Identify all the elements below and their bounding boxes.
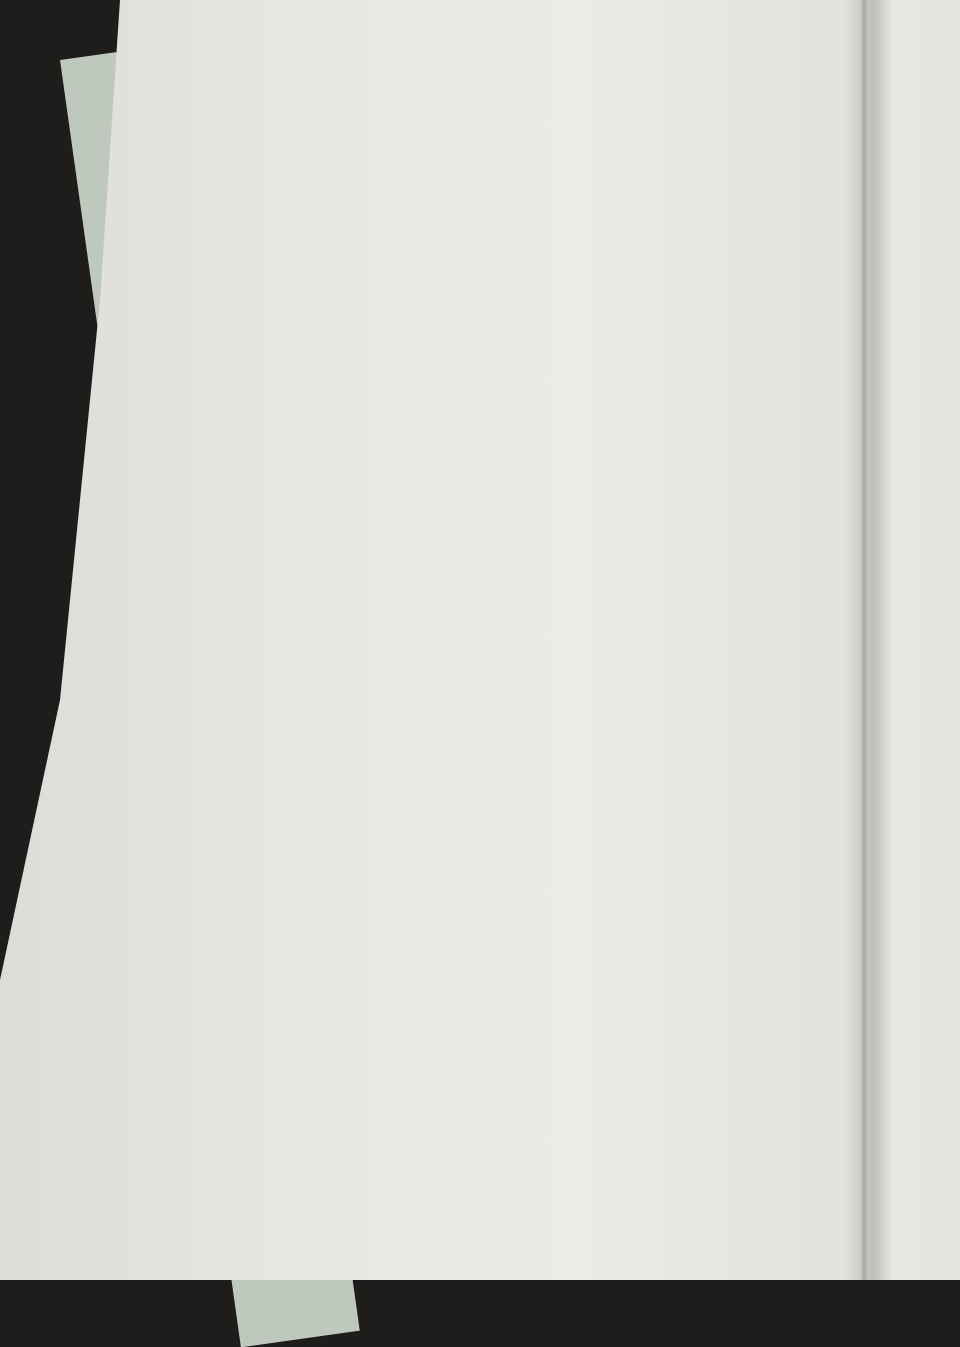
page-gutter bbox=[860, 0, 868, 1280]
